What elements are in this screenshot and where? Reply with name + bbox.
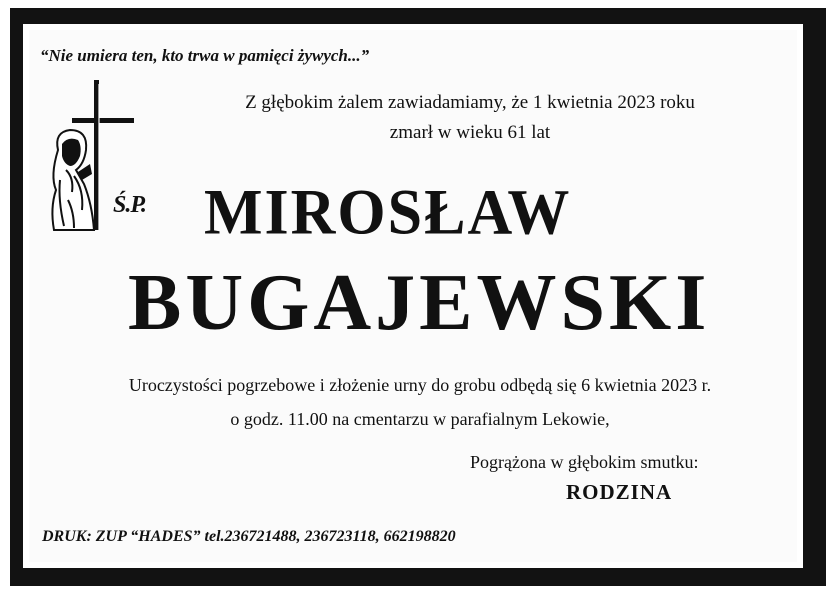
ceremony-info (60, 368, 780, 436)
prefix-sp: Ś.P. (113, 192, 146, 218)
mourning-text: Pogrążona w głębokim smutku: (470, 452, 699, 472)
announcement-text (200, 88, 740, 148)
printer-credit: DRUK: ZUP “HADES” tel.236721488, 236723118, 662198820 (42, 528, 456, 545)
motto-quote: “Nie umiera ten, kto trwa w pamięci żywych...” (40, 46, 370, 65)
deceased-given-name: MIROSŁAW (204, 177, 572, 249)
ceremony-line-1: Uroczystości pogrzebowe i złożenie urny do grobu odbędą się 6 kwietnia 2023 r. (128, 375, 712, 395)
announcement-line-1: Z głębokim żalem zawiadamiamy, że 1 kwietnia 2023 roku (245, 92, 695, 113)
deceased-surname: BUGAJEWSKI (128, 259, 711, 347)
announcement-line-2: zmarł w wieku 61 lat (389, 122, 551, 143)
ceremony-line-2: o godz. 11.00 na cmentarzu w parafialnym Lekowie, (230, 409, 610, 429)
family-signature: RODZINA (566, 480, 673, 504)
